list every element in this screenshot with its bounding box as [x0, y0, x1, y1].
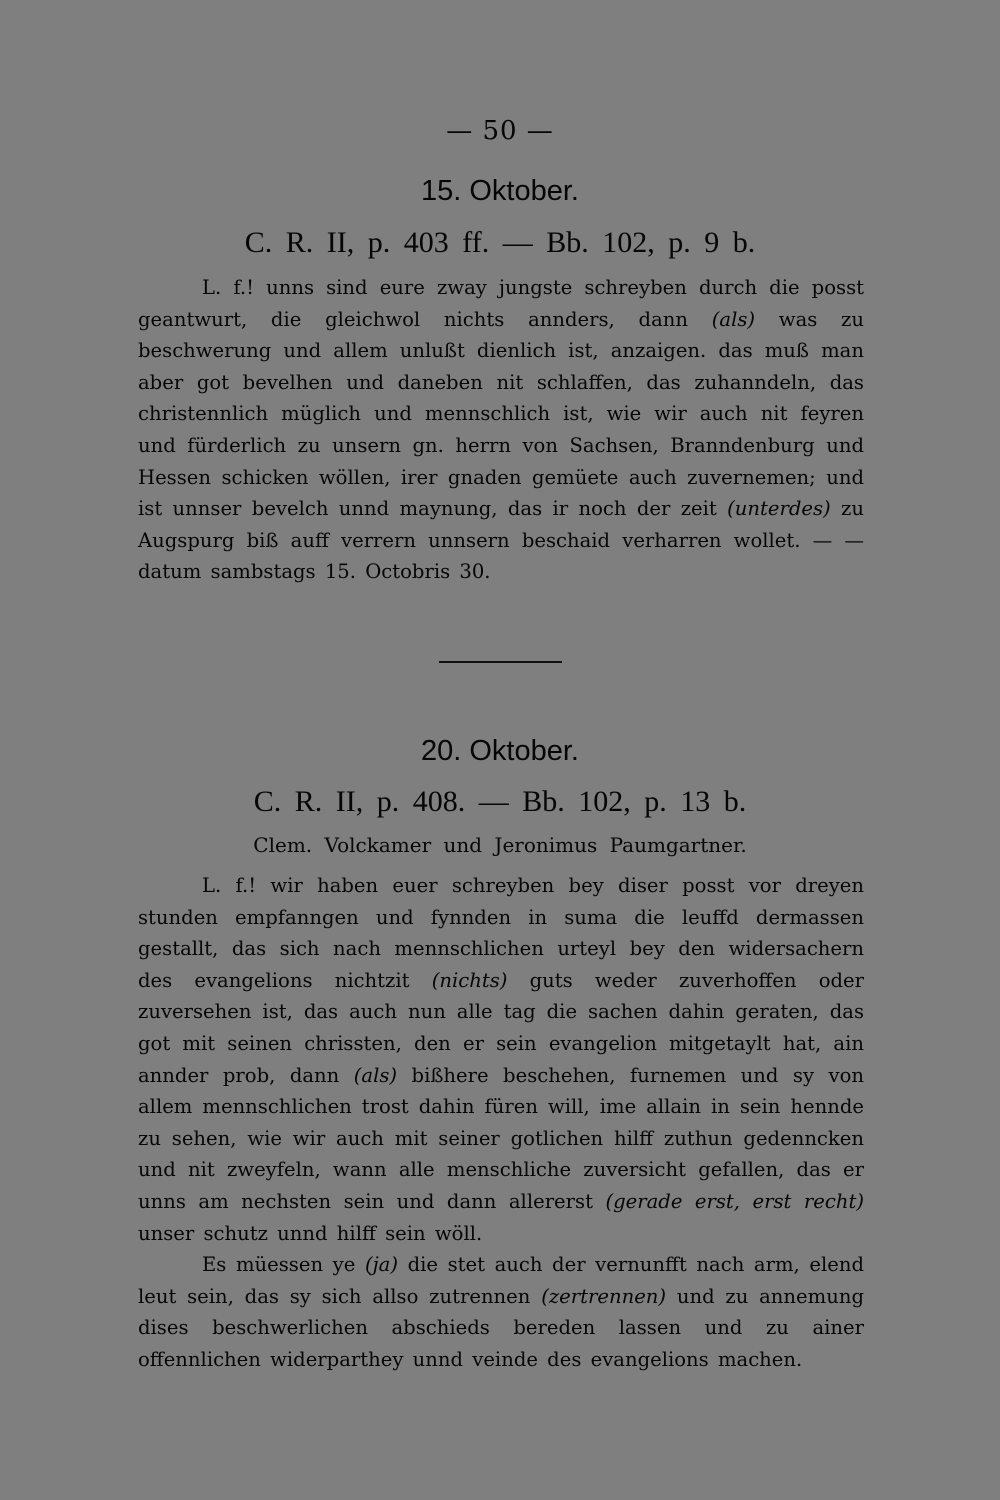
text-run: Es müessen ye [202, 1253, 365, 1277]
text-paragraph [138, 272, 864, 588]
letter1-body [138, 272, 864, 588]
text-run: die stet auch der vernunfft nach arm, elend leut sein, das sy sich allso zutrennen [138, 1253, 864, 1308]
editorial-gloss: (als) [711, 307, 756, 331]
editorial-gloss: (unterdes) [727, 497, 831, 521]
text-paragraph [138, 1249, 864, 1375]
letter2-reference: C. R. II, p. 408. — Bb. 102, p. 13 b. [253, 785, 747, 818]
text-run: und zu annemung dises beschwerlichen abschieds bereden lassen und zu ainer offennlichen widerparthey unnd veinde des evangelions machen. [138, 1284, 864, 1371]
letter2-date: 20. Oktober. [421, 735, 579, 767]
text-run: was zu beschwerung und allem unlußt dienlich ist, anzaigen. das muß man aber got bevelhen und daneben nit schlaffen, das zuhanndeln, das christennlich müglich und mennschlich ist, wie wir auch nit feyren und fürderlich zu unsern gn. herrn von Sachsen, Branndenburg und Hessen schicken wöllen, irer gnaden gemüete auch zuvernemen; und ist unnser bevelch unnd maynung, das ir noch der zeit [138, 307, 864, 521]
text-paragraph [138, 870, 864, 1249]
text-run: zu Augspurg biß auff verrern unnsern beschaid verharren wollet. — — datum sambstags 15. Octobris 30. [138, 497, 864, 584]
editorial-gloss: (gerade erst, erst recht) [605, 1189, 864, 1213]
editorial-gloss: (ja) [364, 1253, 398, 1277]
text-run: guts weder zuverhoffen oder zuversehen ist, das auch nun alle tag die sachen dahin geraten, das got mit seinen chrissten, den er sein evangelion mitgetaylt hat, ain annder prob, dann [138, 968, 864, 1087]
text-run: bißhere beschehen, furnemen und sy von allem mennschlichen trost dahin füren will, ime allain in sein hennde zu sehen, wie wir auch mit seiner gotlichen hilff zuthun gedenncken und nit zweyfeln, wann alle menschliche zuversicht gefallen, das er unns am nechsten sein und dann allererst [138, 1063, 864, 1213]
text-run: L. f.! unns sind eure zway jungste schreyben durch die posst geantwurt, die gleichwol nichts annders, dann [138, 276, 864, 331]
section-divider [439, 661, 562, 663]
letter2-body [138, 870, 864, 1376]
editorial-gloss: (als) [353, 1063, 398, 1087]
letter2-addressees: Clem. Volckamer und Jeronimus Paumgartner. [253, 833, 747, 857]
letter1-reference: C. R. II, p. 403 ff. — Bb. 102, p. 9 b. [244, 226, 756, 259]
text-run: L. f.! wir haben euer schreyben bey diser posst vor dreyen stunden empfanngen und fynnden in suma die leuffd dermassen gestallt, das sich nach mennschlichen urteyl bey den widersachern des evangelions nichtzit [138, 874, 864, 992]
letter1-date: 15. Oktober. [421, 175, 579, 207]
editorial-gloss: (nichts) [431, 968, 508, 992]
page-number: — 50 — [446, 116, 554, 146]
text-run: unser schutz unnd hilff sein wöll. [138, 1221, 483, 1245]
editorial-gloss: (zertrennen) [541, 1284, 667, 1308]
